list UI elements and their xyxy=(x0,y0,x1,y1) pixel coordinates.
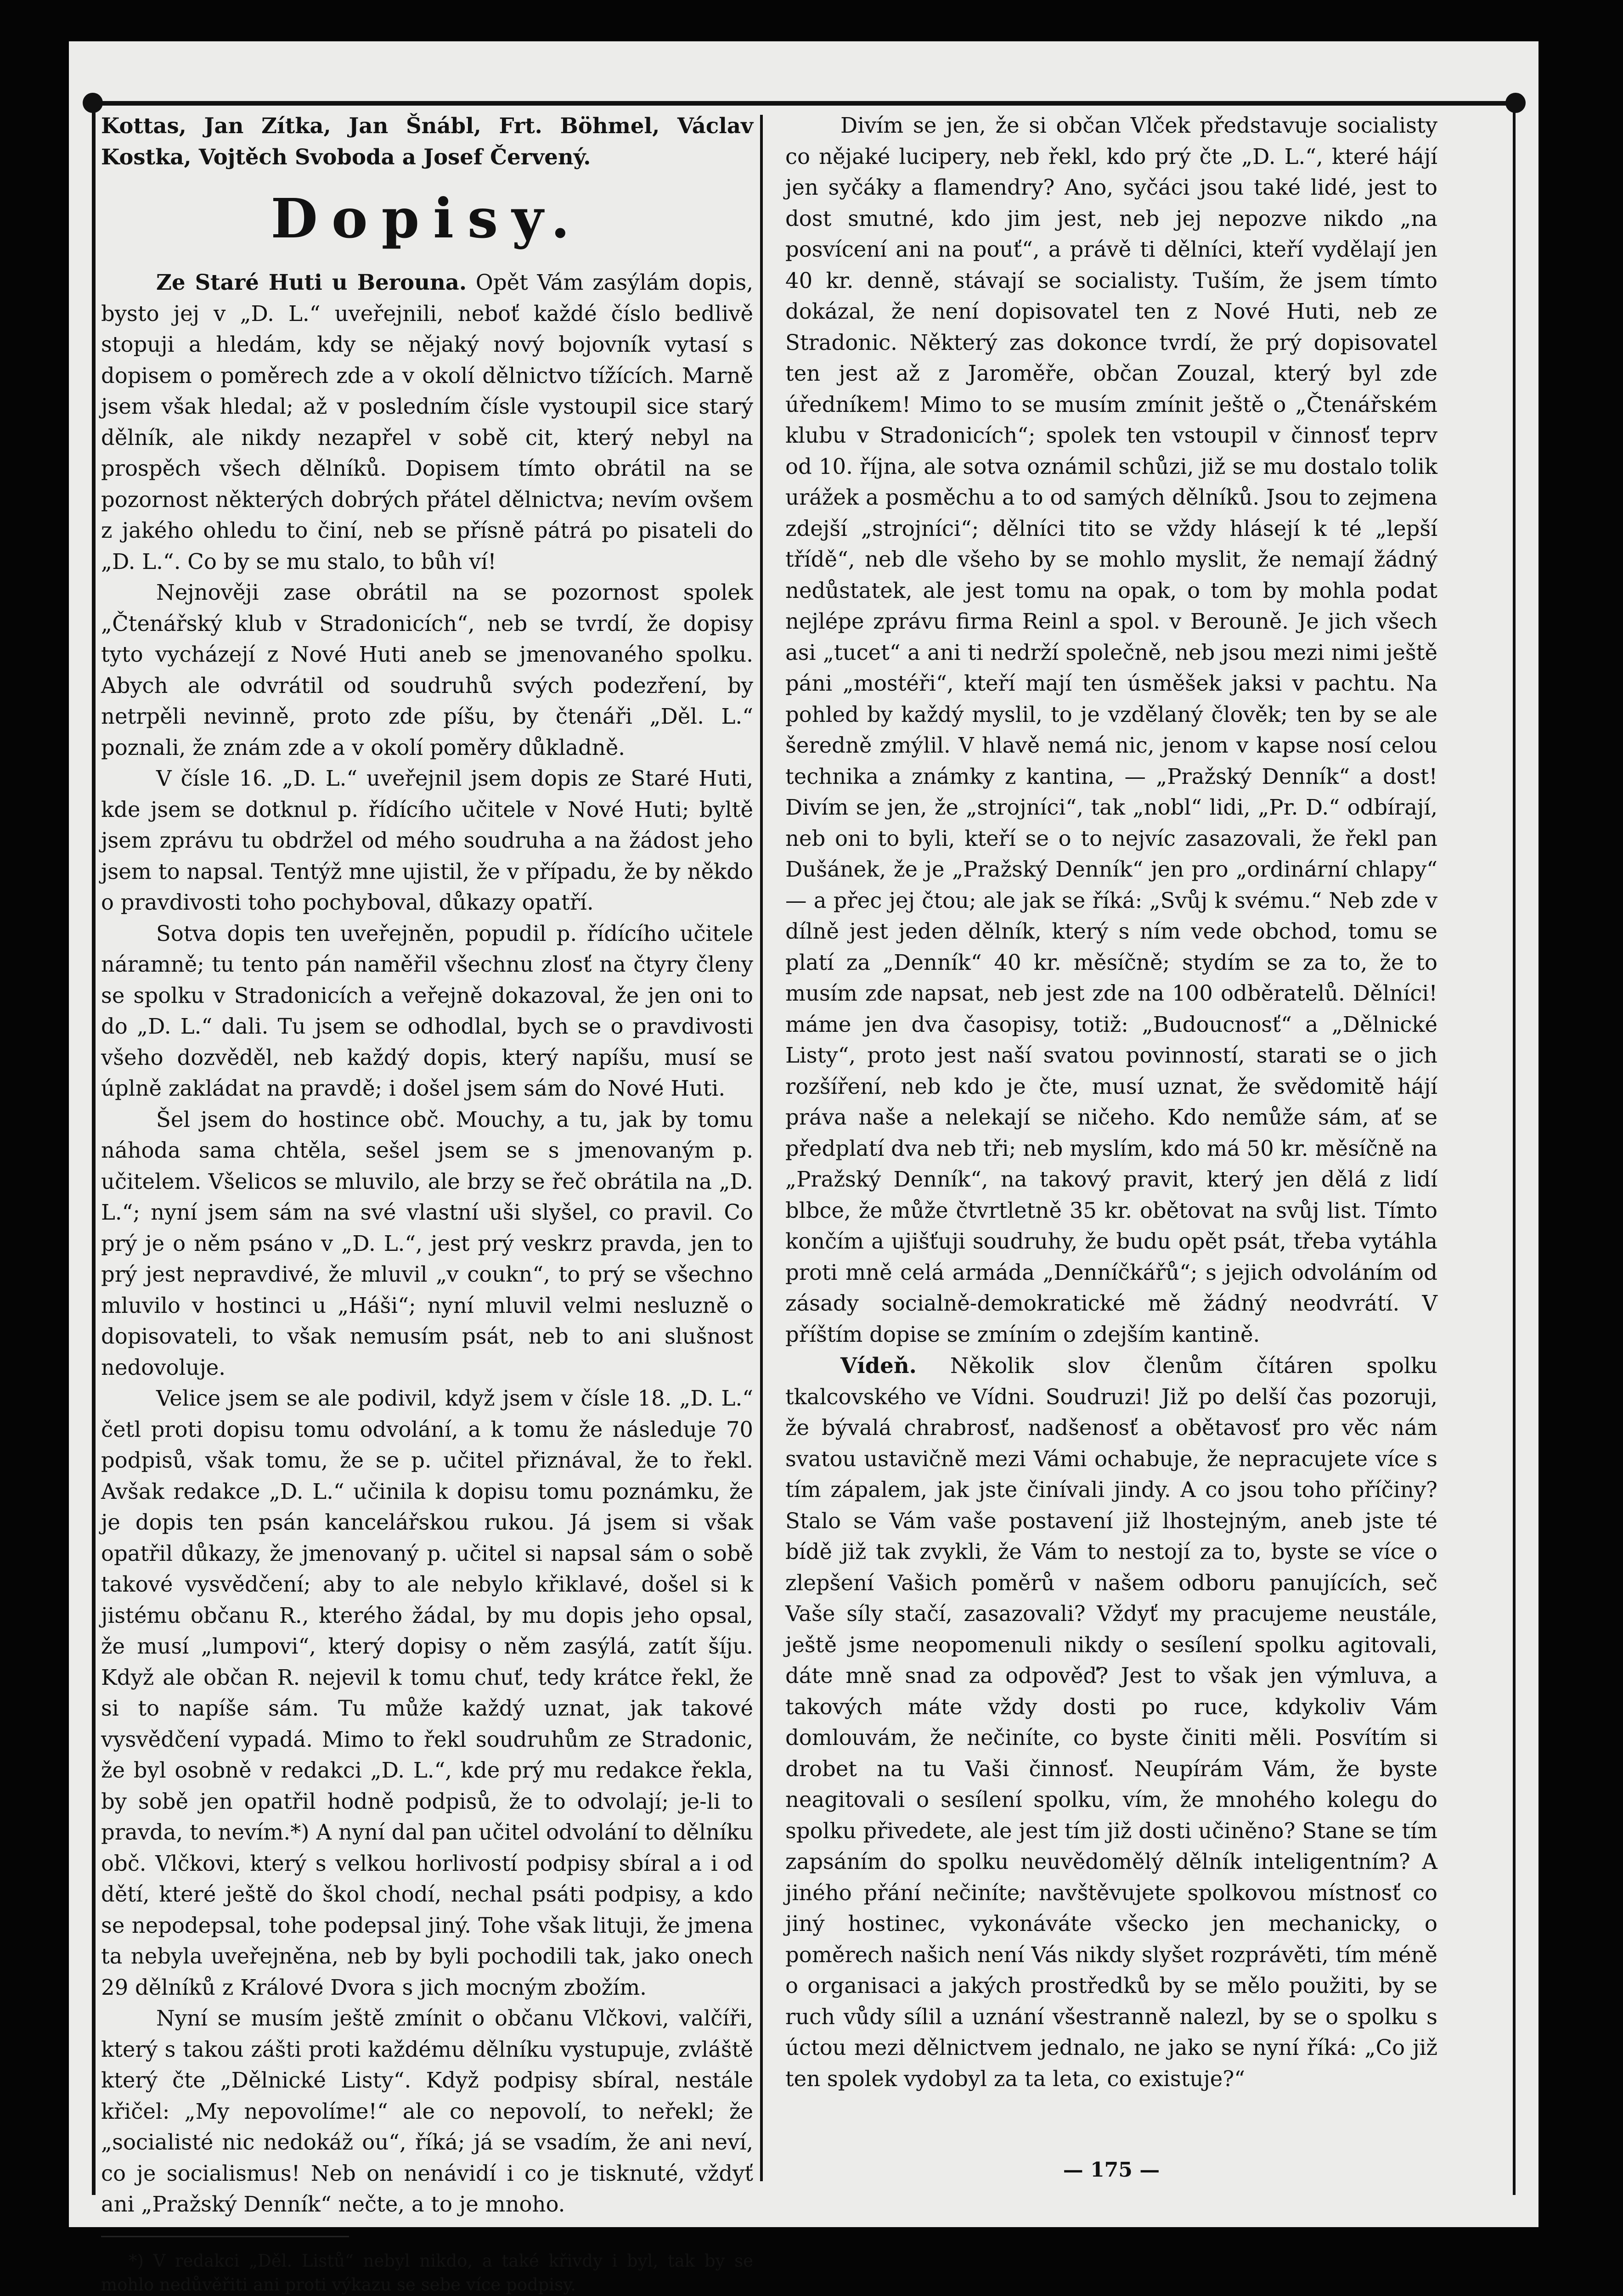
footnote: *) V redakci „Děl. Listů“ nebyl nikdo, a také křivdy i byl, tak by se mohlo nedůvěřiti ani proti výkazu se sebe více podpisy. xyxy=(101,2249,753,2296)
page-number: — 175 — xyxy=(785,2158,1437,2182)
column-divider xyxy=(760,115,763,2181)
letter-paragraph: V čísle 16. „D. L.“ uveřejnil jsem dopis ze Staré Huti, kde jsem se dotknul p. řídícího učitele v Nové Huti; byltě jsem zprávu tu obdržel od mého soudruha a na žádost jeho jsem to napsal. Tentýž mne ujistil, že v případu, že by někdo o pravdivosti toho pochyboval, důkazy opatří. xyxy=(101,763,753,918)
section-title: Dopisy. xyxy=(101,184,753,253)
letter-paragraph: Sotva dopis ten uveřejněn, popudil p. řídícího učitele náramně; tu tento pán naměřil všechnu zlosť na čtyry členy se spolku v Stradonicích a veřejně dokazoval, že jen oni to do „D. L.“ dali. Tu jsem se odhodlal, bych se o pravdivosti všeho dozvěděl, neb každý dopis, který napíšu, musí se úplně zakládat na pravdě; i došel jsem sám do Nové Huti. xyxy=(101,918,753,1104)
letter-place-heading: Vídeň. xyxy=(840,1353,917,1378)
letter-paragraph: Vídeň. Několik slov členům čítáren spolku tkalcovského ve Vídni. Soudruzi! Již po delší čas pozoruji, že bývalá chrabrosť, nadšenosť a obětavosť pro věc nám svatou ustavičně mezi Vámi ochabuje, že nepracujete více s tím zápalem, jak jste činívali jindy. A co jsou toho příčiny? Stalo se Vám vaše postavení již lhostejným, aneb jste té bídě již tak zvykli, že Vám to nestojí za to, byste se více o zlepšení Vašich poměrů v našem odboru panujících, seč Vaše síly stačí, zasazovali? Vždyť my pracujeme neustále, ještě jsme neopomenuli nikdy o sesílení spolku agitovali, dáte mně snad za odpověď? Jest to však jen výmluva, a takových máte vždy dosti po ruce, kdykoliv Vám domlouvám, že nečiníte, co byste činiti měli. Posvítím si drobet na tu Vaši činnosť. Neupírám Vám, že byste neagitovali o sesílení spolku, vím, že mnohého kolegu do spolku přivedete, ale jest tím již dosti učiněno? Stane se tím zapsáním do spolku neuvědomělý dělník inteligentním? A jiného přání nečiníte; navštěvujete spolkovou místnosť co jiný hostinec, vykonáváte všecko jen mechanicky, o poměrech našich není Vás nikdy slyšet rozprávěti, tím méně o organisaci a jakých prostředků by se mělo použiti, by se ruch vůdy sílil a uznání všestranně nalezl, by se o spolku s úctou mezi dělnictvem jednalo, ne jako se nyní říká: „Co již ten spolek vydobyl za ta leta, co existuje?“ xyxy=(785,1350,1437,2094)
letter-paragraph: Ze Staré Huti u Berouna. Opět Vám zasýlám dopis, bysto jej v „D. L.“ uveřejnili, neboť každé číslo bedlivě stopuji a hledám, kdy se nějaký nový bojovník vytasí s dopisem o poměrech zde a v okolí dělnictvo tížících. Marně jsem však hledal; až v posledním čísle vystoupil sice starý dělník, ale nikdy nezapřel v sobě cit, který nebyl na prospěch všech dělníků. Dopisem tímto obrátil na se pozornost některých dobrých přátel dělnictva; nevím ovšem z jakého ohledu to činí, neb se přísně pátrá po pisateli do „D. L.“. Co by se mu stalo, to bůh ví! xyxy=(101,267,753,577)
frame-corner-ornament xyxy=(1505,93,1526,113)
column-left xyxy=(101,110,753,2186)
column-right xyxy=(785,110,1437,2186)
letter-paragraph: Šel jsem do hostince obč. Mouchy, a tu, jak by tomu náhoda sama chtěla, sešel jsem se s jmenovaným p. učitelem. Všelicos se mluvilo, ale brzy se řeč obrátila na „D. L.“; nyní jsem sám na své vlastní uši slyšel, co pravil. Co prý je o něm psáno v „D. L.“, jest prý veskrz pravda, jen to prý jest nepravdivé, že mluvil „v coukn“, to prý se všechno mluvilo v hostinci u „Háši“; nyní mluvil velmi nesluzně o dopisovateli, to však nemusím psát, neb to ani slušnost nedovoluje. xyxy=(101,1104,753,1384)
letter-paragraph: Divím se jen, že si občan Vlček představuje socialisty co nějaké lucipery, neb řekl, kdo prý čte „D. L.“, které hájí jen syčáky a flamendry? Ano, syčáci jsou také lidé, jest to dost smutné, kdo jim jest, neb jej nepozve nikdo „na posvícení ani na pouť“, a právě ti dělníci, kteří vydělají jen 40 kr. denně, stávají se socialisty. Tuším, že jsem tímto dokázal, že není dopisovatel ten z Nové Huti, neb ze Stradonic. Některý zas dokonce tvrdí, že prý dopisovatel ten jest až z Jaroměře, občan Zouzal, který byl zde úředníkem! Mimo to se musím zmínit ještě o „Čtenářském klubu v Stradonicích“; spolek ten vstoupil v činnosť teprv od 10. října, ale sotva oznámil schůzi, již se mu dostalo tolik urážek a posměchu a to od samých dělníků. Jsou to zejmena zdejší „strojníci“; dělníci tito se vždy hlásejí k té „lepší třídě“, neb dle všeho by se mohlo myslit, že nemají žádný nedůstatek, ale jest tomu na opak, o tom by mohla podat nejlépe zprávu firma Reinl a spol. v Berouně. Je jich všech asi „tucet“ a ani ti nedrží společně, neb jsou mezi nimi ještě páni „mostéři“, kteří mají ten úsměšek jaksi v pachtu. Na pohled by každý myslil, to je vzdělaný člověk; ten by se ale šeredně zmýlil. V hlavě nemá nic, jenom v kapse nosí celou technika a známky z kantina, — „Pražský Denník“ a dost! Divím se jen, že „strojníci“, tak „nobl“ lidi, „Pr. D.“ odbírají, neb oni to byli, kteří se o to nejvíc zasazovali, že řekl pan Dušánek, že je „Pražský Denník“ jen pro „ordinární chlapy“ — a přec jej čtou; ale jak se říká: „Svůj k svému.“ Neb zde v dílně jest jeden dělník, který s ním vede obchod, tomu se platí za „Denník“ 40 kr. měsíčně; stydím se za to, že to musím zde napsat, neb jest zde na 100 odběratelů. Dělníci! máme jen dva časopisy, totiž: „Budoucnosť“ a „Dělnické Listy“, proto jest naší svatou povinností, starati se o jich rozšíření, neb kdo je čte, musí uznat, že svědomitě hájí práva naše a nelekají se ničeho. Kdo nemůže sám, ať se předplatí dva neb tři; neb myslím, kdo má 50 kr. měsíčně na „Pražský Denník“, na takový pravit, který jen dělá z lidí blbce, že může čtvrtletně 35 kr. obětovat na svůj list. Tímto končím a ujišťuji soudruhy, že budu opět psát, třeba vytáhla proti mně celá armáda „Denníčkářů“; s jejich odvoláním od zásady socialně-demokratické mě žádný neodvrátí. V příštím dopise se zmíním o zdejším kantině. xyxy=(785,110,1437,1350)
letter-paragraph: Nyní se musím ještě zmínit o občanu Vlčkovi, valčíři, který s takou zášti proti každému dělníku vystupuje, zvláště který čte „Dělnické Listy“. Když podpisy sbíral, nestále křičel: „My nepovolíme!“ ale co nepovolí, to neřekl; že „socialisté nic nedokáž ou“, říká; já se vsadím, že ani neví, co je socialismus! Neb on nenávidí i co je tisknuté, vždyť ani „Pražský Denník“ nečte, a to je mnoho. xyxy=(101,2003,753,2220)
letter-place-heading: Ze Staré Huti u Berouna. xyxy=(156,270,467,295)
letter-paragraph: Velice jsem se ale podivil, když jsem v čísle 18. „D. L.“ četl proti dopisu tomu odvolání, a k tomu že následuje 70 podpisů, však tomu, že se p. učitel přiznával, že to řekl. Avšak redakce „D. L.“ učinila k dopisu tomu poznámku, že je dopis ten psán kancelářskou rukou. Já jsem si však opatřil důkazy, že jmenovaný p. učitel si napsal sám o sobě takové vysvědčení; aby to ale nebylo křiklavé, došel si k jistému občanu R., kterého žádal, by mu dopis jeho opsal, že musí „lumpovi“, který dopisy o něm zasýlá, zatít šíju. Když ale občan R. nejevil k tomu chuť, tedy krátce řekl, že si to napíše sám. Tu může každý uznat, jak takové vysvědčení vypadá. Mimo to řekl soudruhům ze Stradonic, že byl osobně v redakci „D. L.“, kde prý mu redakce řekla, by sobě jen opatřil hodně podpisů, že to odvolají; je-li to pravda, to nevím.*) A nyní dal pan učitel odvolání to dělníku obč. Vlčkovi, který s velkou horlivostí podpisy sbíral a i od dětí, které ještě do škol chodí, nechal psáti podpisy, a kdo se nepodepsal, tohe podepsal jiný. Tohe však lituji, že jmena ta nebyla uveřejněna, neb by byli pochodili tak, jako onech 29 dělníků z Králové Dvora s jich mocným zbožím. xyxy=(101,1383,753,2003)
frame-corner-ornament xyxy=(83,93,103,113)
letter-paragraph: Nejnověji zase obrátil na se pozornost spolek „Čtenářský klub v Stradonicích“, neb se tvrdí, že dopisy tyto vycházejí z Nové Huti aneb se jmenovaného spolku. Abych ale odvrátil od soudruhů svých podezření, by netrpěli nevinně, proto zde píšu, by čtenáři „Děl. L.“ poznali, že znám zde a v okolí poměry důkladně. xyxy=(101,577,753,763)
newspaper-page xyxy=(69,41,1538,2227)
intro-text: Kottas, Jan Zítka, Jan Šnábl, Frt. Böhmel, Václav Kostka, Vojtěch Svoboda a Josef Červený. xyxy=(101,110,753,172)
footnote-rule xyxy=(101,2236,349,2237)
